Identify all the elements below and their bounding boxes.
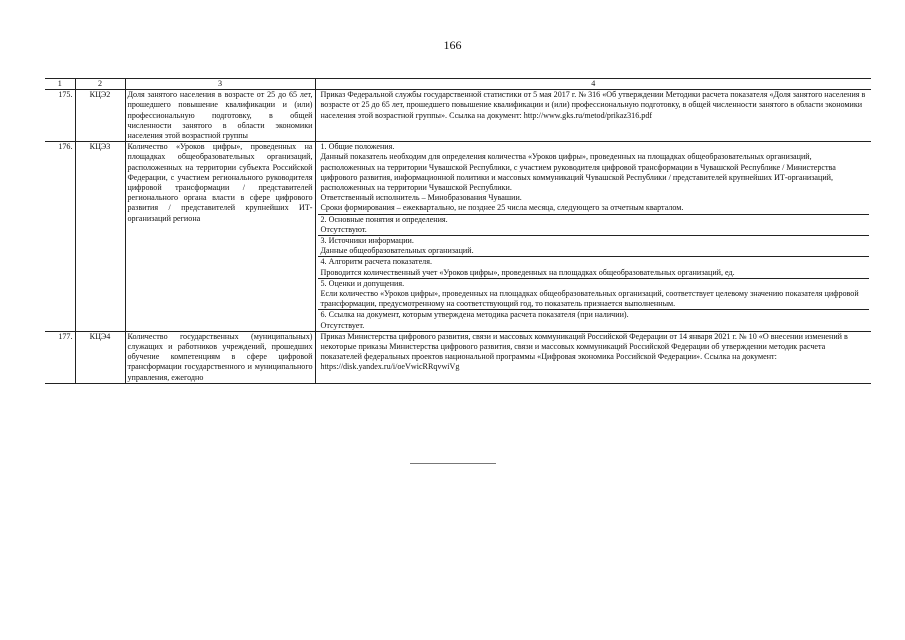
indicator-table bbox=[45, 78, 871, 384]
indicator-description: Количество «Уроков цифры», проведенных на площадках общеобразовательных организаций, расположенных на территории субъекта Российской Федерации, с участием регионального руководителя цифровой трансформации / представителей регионального органа власти в сфере цифрового развития / представителей крупнейших ИТ-организаций региона bbox=[125, 142, 315, 332]
methodology-line: 1. Общие положения. bbox=[320, 142, 395, 152]
methodology-line: 6. Ссылка на документ, которым утверждена методика расчета показателя (при наличии). bbox=[320, 310, 629, 320]
methodology-line: 4. Алгоритм расчета показателя. bbox=[320, 257, 432, 267]
indicator-description: Доля занятого населения в возрасте от 25 до 65 лет, прошедшего повышение квалификации и (или) профессиональную подготовку, в общей численности занятого в области экономики населения этой возрастной группы bbox=[125, 90, 315, 142]
indicator-description: Количество государственных (муниципальных) служащих и работников учреждений, прошедших обучение компетенциям в сфере цифровой трансформации государственного и муниципального управления, ежегодно bbox=[125, 331, 315, 383]
row-number: 177. bbox=[45, 331, 75, 383]
table-body bbox=[45, 90, 871, 384]
indicator-code: КЦЭ2 bbox=[75, 90, 125, 142]
row-number: 175. bbox=[45, 90, 75, 142]
methodology-section bbox=[318, 256, 870, 277]
methodology-cell bbox=[315, 142, 871, 332]
column-header: 4 bbox=[315, 79, 871, 90]
methodology-line: Приказ Министерства цифрового развития, связи и массовых коммуникаций Российской Федерации от 14 января 2021 г. № 10 «О внесении изменений в некоторые приказы Министерства цифрового развития, связи и массовых коммуникаций Российской Федерации об утверждении методик расчета показателей федеральных проектов национальной программы «Цифровая экономика Российской Федерации». Ссылка на документ: https://disk.yandex.ru/i/oeVwicRRqvwiVg bbox=[320, 331, 848, 372]
table-row bbox=[45, 142, 871, 332]
methodology-section bbox=[318, 278, 870, 310]
methodology-section bbox=[318, 235, 870, 256]
footnote-separator-line bbox=[410, 463, 496, 464]
methodology-section bbox=[318, 142, 870, 213]
methodology-line: Если количество «Уроков цифры», проведенных на площадках общеобразовательных организаций, соответствует целевому значению показателя цифровой трансформации, предусмотренному на соответствующий год, то показатель признается выполненным. bbox=[320, 289, 859, 309]
methodology-section bbox=[318, 90, 870, 121]
methodology-cell bbox=[315, 331, 871, 383]
indicator-code: КЦЭ4 bbox=[75, 331, 125, 383]
methodology-line: Отсутствует. bbox=[320, 320, 365, 330]
column-header: 3 bbox=[125, 79, 315, 90]
methodology-section bbox=[318, 332, 870, 373]
column-header: 2 bbox=[75, 79, 125, 90]
column-header: 1 bbox=[45, 79, 75, 90]
methodology-line: Данные общеобразовательных организаций. bbox=[320, 246, 474, 256]
methodology-line: Проводится количественный учет «Уроков цифры», проведенных на площадках общеобразовательных организаций, ед. bbox=[320, 267, 735, 277]
table-row bbox=[45, 331, 871, 383]
methodology-line: Данный показатель необходим для определения количества «Уроков цифры», проведенных на площадках общеобразовательных организаций, расположенных на территории Чувашской Республики, с участием руководителя цифровой трансформации в Чувашской Республике / Министерства цифрового развития, информационной политики и массовых коммуникаций Чувашской Республики / представителей крупнейших ИТ-организаций, расположенных на территории Чувашской Республики. bbox=[320, 152, 836, 193]
methodology-line: 3. Источники информации. bbox=[320, 236, 414, 246]
table-header-row bbox=[45, 79, 871, 90]
table-row bbox=[45, 90, 871, 142]
methodology-line: Ответственный исполнитель – Минобразования Чувашии. bbox=[320, 193, 522, 203]
methodology-line: Сроки формирования – ежеквартально, не позднее 25 числа месяца, следующего за отчетным кварталом. bbox=[320, 203, 684, 213]
indicator-code: КЦЭ3 bbox=[75, 142, 125, 332]
row-number: 176. bbox=[45, 142, 75, 332]
methodology-line: Приказ Федеральной службы государственной статистики от 5 мая 2017 г. № 316 «Об утверждении Методики расчета показателя «Доля занятого населения в возрасте от 25 до 65 лет, прошедшего повышение квалификации и (или) профессиональную подготовку, в общей численности занятого в области экономики населения этой возрастной группы». Ссылка на документ: http://www.gks.ru/metod/prikaz316.pdf bbox=[320, 90, 866, 120]
methodology-line: 5. Оценки и допущения. bbox=[320, 278, 405, 288]
methodology-section bbox=[318, 309, 870, 330]
methodology-line: Отсутствуют. bbox=[320, 224, 367, 234]
methodology-cell bbox=[315, 90, 871, 142]
page-number: 166 bbox=[443, 38, 462, 52]
methodology-line: 2. Основные понятия и определения. bbox=[320, 214, 448, 224]
methodology-section bbox=[318, 214, 870, 235]
